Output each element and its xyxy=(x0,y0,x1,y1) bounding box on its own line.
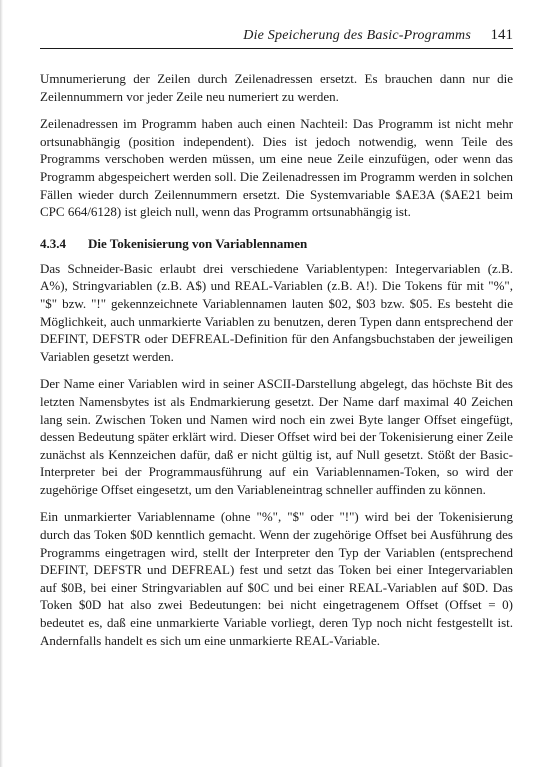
page-binding-shadow xyxy=(0,0,3,767)
paragraph: Das Schneider-Basic erlaubt drei verschiedene Variablentypen: Integervariablen (z.B. A%), Stringvariablen (z.B. A$) und REAL-Variablen (z.B. A!). Die Tokens für mit "%", "$" bzw. "!" gekennzeichnete Variablennamen lauten $02, $03 bzw. $05. Es besteht die Möglichkeit, auch unmarkierte Variablen zu benutzen, deren Typen dann entsprechend der DEFINT, DEFSTR oder DEFREAL-Definition für den Anfangsbuchstaben der jeweiligen Variablen gesetzt werden. xyxy=(40,260,513,364)
header-rule xyxy=(40,48,513,49)
paragraph: Umnumerierung der Zeilen durch Zeilenadressen ersetzt. Es brauchen dann nur die Zeilennummern vor jeder Zeile neu numeriert zu werden. xyxy=(40,71,513,104)
page-header xyxy=(40,26,513,46)
section-heading xyxy=(40,235,513,252)
page-number: 141 xyxy=(490,27,513,43)
paragraph: Der Name einer Variablen wird in seiner ASCII-Darstellung abgelegt, das höchste Bit des letzten Namensbytes ist als Endmarkierung gesetzt. Der Name darf maximal 40 Zeichen lang sein. Zwischen Token und Namen wird noch ein zwei Byte langer Offset eingefügt, dessen Bedeutung später erklärt wird. Dieser Offset wird bei der Tokenisierung einer Zeile zunächst als Kennzeichen dafür, daß er nicht gültig ist, auf Null gesetzt. Stößt der Basic-Interpreter bei der Programmausführung auf ein Variablennamen-Token, so wird der zugehörige Offset eingesetzt, um den Variableneintrag schneller auffinden zu können. xyxy=(40,376,513,497)
paragraph: Ein unmarkierter Variablenname (ohne "%", "$" oder "!") wird bei der Tokenisierung durch das Token $0D kenntlich gemacht. Wenn der zugehörige Offset bei Ausführung des Programms eingetragen wird, stellt der Interpreter den Typ der Variablen (entsprechend DEFINT, DEFSTR und DEFREAL) fest und setzt das Token bei einer Integervariablen auf $0B, bei einer Stringvariablen auf $0C und bei einer REAL-Variablen auf $0D. Das Token $0D hat also zwei Bedeutungen: bei nicht eingetragenem Offset (Offset = 0) bedeutet es, daß eine unmarkierte Variable vorliegt, deren Typ noch nicht festgestellt ist. Andernfalls handelt es sich um eine unmarkierte REAL-Variable. xyxy=(40,509,513,648)
page-body xyxy=(40,70,513,659)
paragraph: Zeilenadressen im Programm haben auch einen Nachteil: Das Programm ist nicht mehr ortsunabhängig (position independent). Dies ist jedoch notwendig, wenn Teile des Programms verschoben werden müssen, um eine neue Zeile einzufügen, oder wenn das Programm abgespeichert werden soll. Die Zeilenadressen im Programm werden in solchen Fällen wieder durch Zeilennummern ersetzt. Die Systemvariable $AE3A ($AE21 beim CPC 664/6128) ist gleich null, wenn das Programm ortsunabhängig ist. xyxy=(40,116,513,220)
running-title: Die Speicherung des Basic-Programms xyxy=(243,28,471,43)
section-number: 4.3.4 xyxy=(40,235,66,251)
section-title: Die Tokenisierung von Variablennamen xyxy=(88,235,308,251)
